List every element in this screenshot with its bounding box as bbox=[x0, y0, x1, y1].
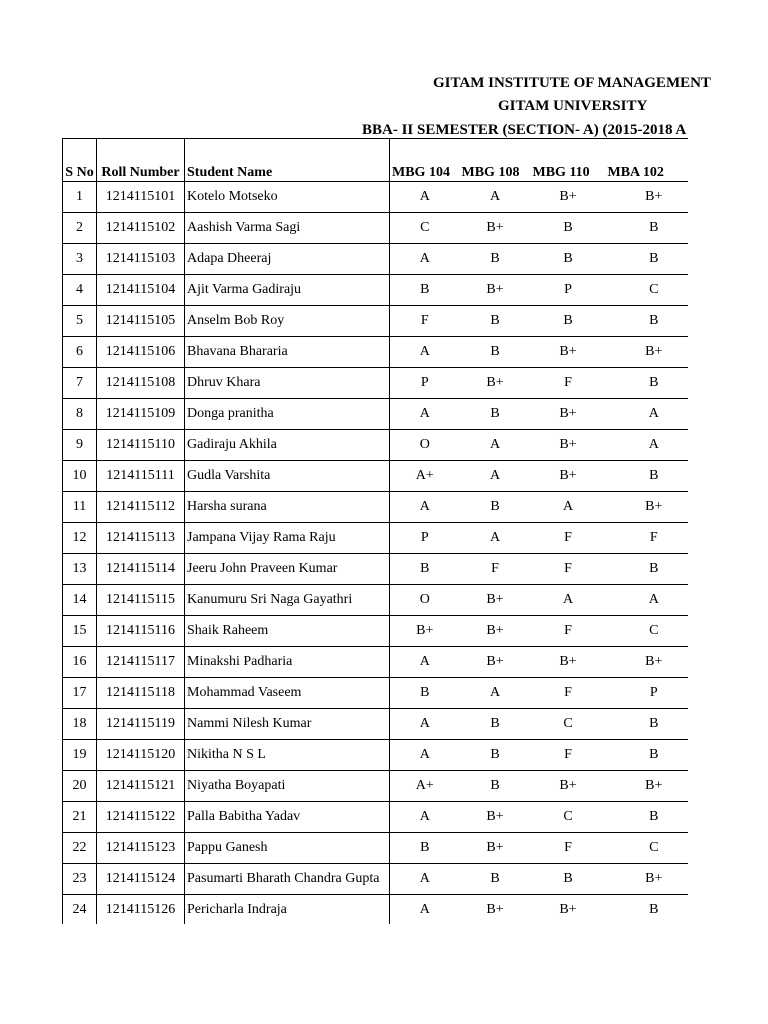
student-name-cell: Kanumuru Sri Naga Gayathri bbox=[185, 585, 390, 616]
mba102-grade-cell: C bbox=[606, 275, 689, 306]
mbg104-grade-cell: A bbox=[390, 244, 460, 275]
sno-cell: 16 bbox=[63, 647, 97, 678]
col-header-mbg108: MBG 108 bbox=[460, 139, 531, 182]
mbg110-grade-cell: F bbox=[531, 678, 606, 709]
table-row bbox=[63, 740, 689, 771]
sno-cell: 1 bbox=[63, 182, 97, 213]
mba102-grade-cell: A bbox=[606, 430, 689, 461]
roll-number-cell: 1214115103 bbox=[97, 244, 185, 275]
mbg110-grade-cell: B bbox=[531, 864, 606, 895]
mbg108-grade-cell: B+ bbox=[460, 616, 531, 647]
table-row bbox=[63, 802, 689, 833]
mba102-grade-cell: B+ bbox=[606, 337, 689, 368]
roll-number-cell: 1214115123 bbox=[97, 833, 185, 864]
mba102-grade-cell: B+ bbox=[606, 647, 689, 678]
mba102-grade-cell: B bbox=[606, 306, 689, 337]
sno-cell: 6 bbox=[63, 337, 97, 368]
mba102-grade-cell: C bbox=[606, 616, 689, 647]
roll-number-cell: 1214115106 bbox=[97, 337, 185, 368]
mbg104-grade-cell: B bbox=[390, 833, 460, 864]
sno-cell: 17 bbox=[63, 678, 97, 709]
mbg108-grade-cell: B+ bbox=[460, 275, 531, 306]
mbg110-grade-cell: F bbox=[531, 523, 606, 554]
table-row bbox=[63, 864, 689, 895]
mbg108-grade-cell: B+ bbox=[460, 833, 531, 864]
student-name-cell: Niyatha Boyapati bbox=[185, 771, 390, 802]
col-header-mba102: MBA 102 bbox=[606, 139, 689, 182]
mbg104-grade-cell: B bbox=[390, 554, 460, 585]
mbg104-grade-cell: F bbox=[390, 306, 460, 337]
roll-number-cell: 1214115102 bbox=[97, 213, 185, 244]
student-name-cell: Pappu Ganesh bbox=[185, 833, 390, 864]
mbg108-grade-cell: A bbox=[460, 523, 531, 554]
sno-cell: 13 bbox=[63, 554, 97, 585]
roll-number-cell: 1214115126 bbox=[97, 895, 185, 925]
mbg108-grade-cell: B+ bbox=[460, 895, 531, 925]
mbg108-grade-cell: B bbox=[460, 771, 531, 802]
roll-number-cell: 1214115104 bbox=[97, 275, 185, 306]
table-row bbox=[63, 244, 689, 275]
table-row bbox=[63, 585, 689, 616]
student-name-cell: Nikitha N S L bbox=[185, 740, 390, 771]
mba102-grade-cell: A bbox=[606, 399, 689, 430]
mbg108-grade-cell: B bbox=[460, 709, 531, 740]
student-name-cell: Jeeru John Praveen Kumar bbox=[185, 554, 390, 585]
mbg110-grade-cell: B+ bbox=[531, 337, 606, 368]
mbg104-grade-cell: B bbox=[390, 678, 460, 709]
mbg104-grade-cell: A bbox=[390, 709, 460, 740]
col-header-roll-number: Roll Number bbox=[97, 139, 185, 182]
mba102-grade-cell: B bbox=[606, 244, 689, 275]
student-name-cell: Palla Babitha Yadav bbox=[185, 802, 390, 833]
mba102-grade-cell: B+ bbox=[606, 864, 689, 895]
mbg110-grade-cell: P bbox=[531, 275, 606, 306]
mbg110-grade-cell: B+ bbox=[531, 461, 606, 492]
table-row bbox=[63, 709, 689, 740]
mbg104-grade-cell: O bbox=[390, 585, 460, 616]
table-row bbox=[63, 337, 689, 368]
roll-number-cell: 1214115101 bbox=[97, 182, 185, 213]
mba102-grade-cell: A bbox=[606, 585, 689, 616]
mbg110-grade-cell: B+ bbox=[531, 182, 606, 213]
mbg108-grade-cell: B+ bbox=[460, 647, 531, 678]
mbg108-grade-cell: B+ bbox=[460, 213, 531, 244]
mbg108-grade-cell: B+ bbox=[460, 585, 531, 616]
table-row bbox=[63, 647, 689, 678]
student-name-cell: Bhavana Bhararia bbox=[185, 337, 390, 368]
mbg108-grade-cell: A bbox=[460, 430, 531, 461]
mbg104-grade-cell: A+ bbox=[390, 771, 460, 802]
table-row bbox=[63, 275, 689, 306]
mbg110-grade-cell: F bbox=[531, 554, 606, 585]
mbg110-grade-cell: A bbox=[531, 585, 606, 616]
mbg110-grade-cell: B+ bbox=[531, 771, 606, 802]
table-row bbox=[63, 678, 689, 709]
sno-cell: 23 bbox=[63, 864, 97, 895]
col-header-student-name: Student Name bbox=[185, 139, 390, 182]
mbg104-grade-cell: A bbox=[390, 647, 460, 678]
mbg108-grade-cell: B bbox=[460, 740, 531, 771]
student-name-cell: Mohammad Vaseem bbox=[185, 678, 390, 709]
mbg104-grade-cell: A bbox=[390, 802, 460, 833]
university-title: GITAM UNIVERSITY bbox=[498, 98, 648, 114]
sno-cell: 3 bbox=[63, 244, 97, 275]
sno-cell: 5 bbox=[63, 306, 97, 337]
roll-number-cell: 1214115118 bbox=[97, 678, 185, 709]
mbg108-grade-cell: B bbox=[460, 399, 531, 430]
mbg104-grade-cell: P bbox=[390, 523, 460, 554]
mbg108-grade-cell: B bbox=[460, 244, 531, 275]
table-row bbox=[63, 616, 689, 647]
roll-number-cell: 1214115116 bbox=[97, 616, 185, 647]
mbg110-grade-cell: C bbox=[531, 709, 606, 740]
mbg104-grade-cell: A bbox=[390, 864, 460, 895]
sno-cell: 19 bbox=[63, 740, 97, 771]
mbg110-grade-cell: F bbox=[531, 368, 606, 399]
mbg110-grade-cell: A bbox=[531, 492, 606, 523]
roll-number-cell: 1214115112 bbox=[97, 492, 185, 523]
student-name-cell: Harsha surana bbox=[185, 492, 390, 523]
mbg104-grade-cell: A bbox=[390, 182, 460, 213]
student-name-cell: Anselm Bob Roy bbox=[185, 306, 390, 337]
roll-number-cell: 1214115108 bbox=[97, 368, 185, 399]
student-name-cell: Pericharla Indraja bbox=[185, 895, 390, 925]
mba102-grade-cell: F bbox=[606, 523, 689, 554]
sno-cell: 14 bbox=[63, 585, 97, 616]
roll-number-cell: 1214115122 bbox=[97, 802, 185, 833]
roll-number-cell: 1214115124 bbox=[97, 864, 185, 895]
mbg104-grade-cell: P bbox=[390, 368, 460, 399]
sno-cell: 22 bbox=[63, 833, 97, 864]
mbg104-grade-cell: A bbox=[390, 895, 460, 925]
mba102-grade-cell: B bbox=[606, 895, 689, 925]
table-header-row bbox=[63, 139, 689, 182]
mbg104-grade-cell: B bbox=[390, 275, 460, 306]
mba102-grade-cell: B+ bbox=[606, 182, 689, 213]
mbg110-grade-cell: B bbox=[531, 213, 606, 244]
roll-number-cell: 1214115120 bbox=[97, 740, 185, 771]
roll-number-cell: 1214115109 bbox=[97, 399, 185, 430]
mba102-grade-cell: B bbox=[606, 368, 689, 399]
col-header-mbg104: MBG 104 bbox=[390, 139, 460, 182]
semester-title: BBA- II SEMESTER (SECTION- A) (2015-2018 A bbox=[362, 122, 687, 138]
roll-number-cell: 1214115105 bbox=[97, 306, 185, 337]
mbg110-grade-cell: F bbox=[531, 833, 606, 864]
roll-number-cell: 1214115117 bbox=[97, 647, 185, 678]
student-name-cell: Minakshi Padharia bbox=[185, 647, 390, 678]
institute-title: GITAM INSTITUTE OF MANAGEMENT bbox=[433, 75, 711, 91]
mbg104-grade-cell: A bbox=[390, 492, 460, 523]
sno-cell: 15 bbox=[63, 616, 97, 647]
table-row bbox=[63, 430, 689, 461]
mbg110-grade-cell: B bbox=[531, 306, 606, 337]
student-name-cell: Ajit Varma Gadiraju bbox=[185, 275, 390, 306]
mba102-grade-cell: B bbox=[606, 740, 689, 771]
sno-cell: 9 bbox=[63, 430, 97, 461]
student-name-cell: Gudla Varshita bbox=[185, 461, 390, 492]
mbg108-grade-cell: B bbox=[460, 337, 531, 368]
roll-number-cell: 1214115119 bbox=[97, 709, 185, 740]
sno-cell: 8 bbox=[63, 399, 97, 430]
mba102-grade-cell: C bbox=[606, 833, 689, 864]
mbg110-grade-cell: C bbox=[531, 802, 606, 833]
mba102-grade-cell: P bbox=[606, 678, 689, 709]
sno-cell: 20 bbox=[63, 771, 97, 802]
table-row bbox=[63, 833, 689, 864]
mba102-grade-cell: B bbox=[606, 213, 689, 244]
sno-cell: 18 bbox=[63, 709, 97, 740]
student-name-cell: Nammi Nilesh Kumar bbox=[185, 709, 390, 740]
student-name-cell: Jampana Vijay Rama Raju bbox=[185, 523, 390, 554]
mbg104-grade-cell: B+ bbox=[390, 616, 460, 647]
student-name-cell: Donga pranitha bbox=[185, 399, 390, 430]
mba102-grade-cell: B bbox=[606, 709, 689, 740]
table-row bbox=[63, 213, 689, 244]
mbg110-grade-cell: F bbox=[531, 616, 606, 647]
roll-number-cell: 1214115110 bbox=[97, 430, 185, 461]
sno-cell: 24 bbox=[63, 895, 97, 925]
sno-cell: 21 bbox=[63, 802, 97, 833]
roll-number-cell: 1214115115 bbox=[97, 585, 185, 616]
mbg110-grade-cell: B+ bbox=[531, 430, 606, 461]
sno-cell: 7 bbox=[63, 368, 97, 399]
student-name-cell: Dhruv Khara bbox=[185, 368, 390, 399]
mbg108-grade-cell: B bbox=[460, 306, 531, 337]
sno-cell: 11 bbox=[63, 492, 97, 523]
mbg104-grade-cell: A bbox=[390, 740, 460, 771]
table-row bbox=[63, 895, 689, 925]
results-table-container bbox=[62, 138, 688, 924]
table-row bbox=[63, 399, 689, 430]
student-name-cell: Pasumarti Bharath Chandra Gupta bbox=[185, 864, 390, 895]
student-name-cell: Gadiraju Akhila bbox=[185, 430, 390, 461]
mbg104-grade-cell: O bbox=[390, 430, 460, 461]
mbg110-grade-cell: B+ bbox=[531, 895, 606, 925]
student-name-cell: Shaik Raheem bbox=[185, 616, 390, 647]
mbg108-grade-cell: B+ bbox=[460, 368, 531, 399]
mba102-grade-cell: B bbox=[606, 461, 689, 492]
col-header-sno: S No bbox=[63, 139, 97, 182]
mbg110-grade-cell: B+ bbox=[531, 399, 606, 430]
table-row bbox=[63, 306, 689, 337]
sno-cell: 2 bbox=[63, 213, 97, 244]
mbg104-grade-cell: C bbox=[390, 213, 460, 244]
mbg110-grade-cell: F bbox=[531, 740, 606, 771]
results-table bbox=[62, 138, 688, 924]
table-row bbox=[63, 492, 689, 523]
mbg108-grade-cell: B bbox=[460, 492, 531, 523]
col-header-mbg110: MBG 110 bbox=[531, 139, 606, 182]
roll-number-cell: 1214115121 bbox=[97, 771, 185, 802]
sno-cell: 12 bbox=[63, 523, 97, 554]
table-row bbox=[63, 554, 689, 585]
sno-cell: 10 bbox=[63, 461, 97, 492]
mba102-grade-cell: B+ bbox=[606, 492, 689, 523]
mbg108-grade-cell: A bbox=[460, 461, 531, 492]
mbg108-grade-cell: A bbox=[460, 182, 531, 213]
roll-number-cell: 1214115114 bbox=[97, 554, 185, 585]
table-row bbox=[63, 771, 689, 802]
roll-number-cell: 1214115113 bbox=[97, 523, 185, 554]
sno-cell: 4 bbox=[63, 275, 97, 306]
mbg104-grade-cell: A+ bbox=[390, 461, 460, 492]
mbg108-grade-cell: B+ bbox=[460, 802, 531, 833]
mbg108-grade-cell: B bbox=[460, 864, 531, 895]
mba102-grade-cell: B bbox=[606, 802, 689, 833]
table-row bbox=[63, 368, 689, 399]
table-row bbox=[63, 461, 689, 492]
mba102-grade-cell: B bbox=[606, 554, 689, 585]
mbg108-grade-cell: F bbox=[460, 554, 531, 585]
mba102-grade-cell: B+ bbox=[606, 771, 689, 802]
mbg104-grade-cell: A bbox=[390, 399, 460, 430]
mbg110-grade-cell: B+ bbox=[531, 647, 606, 678]
mbg108-grade-cell: A bbox=[460, 678, 531, 709]
mbg110-grade-cell: B bbox=[531, 244, 606, 275]
roll-number-cell: 1214115111 bbox=[97, 461, 185, 492]
table-row bbox=[63, 182, 689, 213]
table-body bbox=[63, 182, 689, 925]
student-name-cell: Aashish Varma Sagi bbox=[185, 213, 390, 244]
student-name-cell: Adapa Dheeraj bbox=[185, 244, 390, 275]
mbg104-grade-cell: A bbox=[390, 337, 460, 368]
student-name-cell: Kotelo Motseko bbox=[185, 182, 390, 213]
table-row bbox=[63, 523, 689, 554]
